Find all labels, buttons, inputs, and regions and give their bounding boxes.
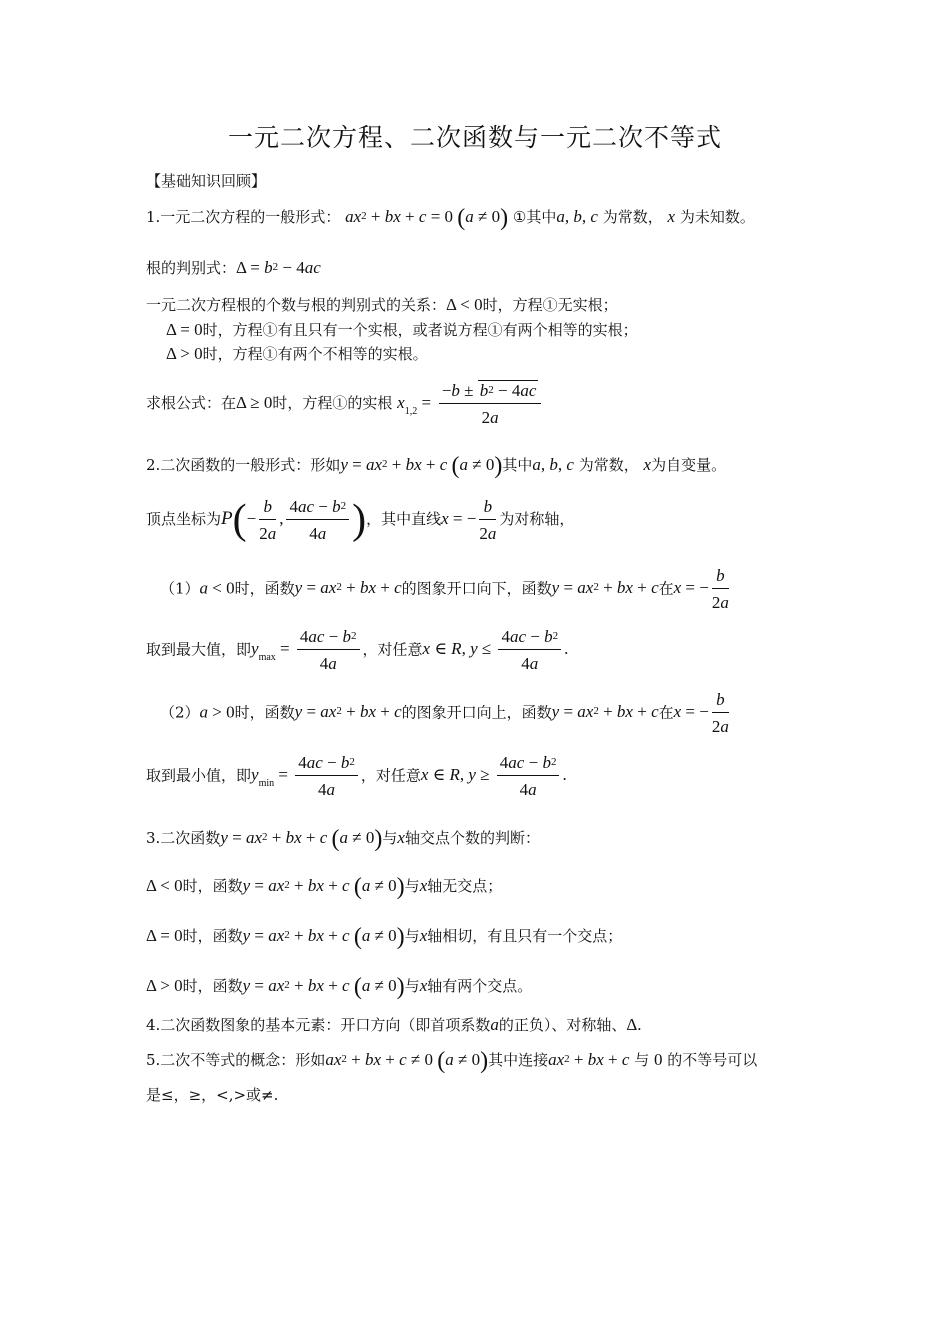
para-5-line-2: 是≤，≥，<,>或≠.	[146, 1086, 279, 1104]
para-2-tail2: 为常数，	[578, 456, 639, 474]
para-5-mid2: 与	[634, 1051, 650, 1069]
vertex-line: 顶点坐标为P(− $\frac{b}{2a}$ , $\frac{4ac - b^2}{4a}$ )，其中直线x = − $\frac{b}{2a}$ 为对称轴，	[146, 496, 575, 543]
min-mid: ，对任意	[360, 766, 421, 785]
relation-c: 时，方程①有两个不相等的实根。	[202, 345, 428, 363]
root-mid: 时，方程①的实根	[272, 394, 393, 412]
case-1-c: 在	[658, 579, 674, 598]
para-2-tail: 其中	[502, 456, 533, 474]
page-title: 一元二次方程、二次函数与一元二次不等式	[227, 123, 722, 152]
para-1-tail3: 为未知数。	[679, 208, 755, 226]
case-2-a: 时，函数	[234, 703, 295, 722]
para-1-tail: ①其中	[512, 208, 557, 226]
max-lead: 取到最大值，即	[146, 640, 252, 659]
para-5-mid: 其中连接	[488, 1051, 549, 1069]
formula-general-equation: $ax^2$ + bx + c = 0 (a ≠ 0)	[345, 205, 509, 231]
case-3a-a: 时，函数	[182, 877, 243, 895]
discriminant-line	[146, 257, 321, 278]
para-3-lead: 3.二次函数	[146, 829, 221, 847]
case-3b-c: 轴相切，有且只有一个交点；	[427, 927, 623, 945]
min-line: 取到最小值，即$y_{min}$ = $\frac{4ac - b^2}{4a}$ ，对任意x ∈ R, y ≥ $\frac{4ac - b^2}{4a}$ .	[146, 753, 567, 799]
disc-lead: 根的判别式：	[146, 259, 237, 277]
case-3c-a: 时，函数	[182, 977, 243, 995]
case-3b-line: Δ = 0时，函数$y = ax^2$ + bx + c (a ≠ 0)与x轴相切，有且只有一个交点；	[146, 924, 623, 950]
vertex-mid: ，其中直线	[366, 509, 442, 528]
case-2-line: （2）a > 0时，函数$y = ax^2$ + bx + c的图象开口向上，函数$y = ax^2$ + bx + c在x = − $\frac{b}{2a}$	[160, 690, 729, 736]
para-2-lead: 2.二次函数的一般形式：形如	[146, 456, 341, 474]
para-2: 2.二次函数的一般形式：形如$y = ax^2$ + bx + c (a ≠ 0)其中a, b, c 为常数， x为自变量。	[146, 453, 727, 479]
formula-root: $\frac{-b \pm b^2 - 4ac}{2a}$	[439, 380, 542, 428]
formula-vertex: P(− $\frac{b}{2a}$ , $\frac{4ac - b^2}{4a}$ )	[221, 496, 367, 543]
para-3: 3.二次函数$y = ax^2$ + bx + c (a ≠ 0)与x轴交点个数的判断：	[146, 826, 540, 852]
case-1-a: 时，函数	[234, 579, 295, 598]
case-2-b: 的图象开口向上，函数	[401, 703, 552, 722]
relation-line: 一元二次方程根的个数与根的判别式的关系：Δ < 0时，方程①无实根；	[146, 295, 618, 314]
case-2-c: 在	[658, 703, 674, 722]
relation-b: 时，方程①有且只有一个实根，或者说方程①有两个相等的实根；	[202, 321, 638, 339]
para-1-lead: 1.一元二次方程的一般形式：	[146, 208, 341, 226]
max-mid: ，对任意	[362, 640, 423, 659]
para-4: 4.二次函数图象的基本元素：开口方向（即首项系数a的正负）、对称轴、Δ.	[146, 1015, 642, 1034]
case-3a-c: 轴无交点；	[427, 877, 503, 895]
para-5-tail: 的不等号可以	[667, 1051, 758, 1069]
para-1: 1.一元二次方程的一般形式： $ax^2$ + bx + c = 0 (a ≠ 0) ①其中a, b, c 为常数， x 为未知数。	[146, 205, 755, 231]
min-lead: 取到最小值，即	[146, 766, 252, 785]
case-3b-a: 时，函数	[182, 927, 243, 945]
case-1-lead: （1）	[160, 579, 200, 598]
para-3-tail: 与	[382, 829, 398, 847]
case-3a-b: 与	[404, 877, 420, 895]
para-2-tail3: 为自变量。	[651, 456, 727, 474]
relation-lead: 一元二次方程根的个数与根的判别式的关系：	[146, 296, 447, 314]
para-3-tail2: 轴交点个数的判断：	[404, 829, 540, 847]
vertex-tail: 为对称轴，	[499, 509, 575, 528]
case-2-lead: （2）	[160, 703, 200, 722]
section-header: 【基础知识回顾】	[146, 172, 267, 190]
case-3a-line: Δ < 0时，函数$y = ax^2$ + bx + c (a ≠ 0)与x轴无交点；	[146, 874, 503, 900]
formula-discriminant: $\Delta = b^2 - 4ac$	[236, 258, 321, 277]
relation-c-line: Δ > 0时，方程①有两个不相等的实根。	[166, 344, 428, 363]
root-formula-line: 求根公式：在Δ ≥ 0时，方程①的实根 $x_{1,2}$ = $\frac{-b \pm b^2 - 4ac}{2a}$	[146, 380, 544, 428]
relation-b-line: Δ = 0时，方程①有且只有一个实根，或者说方程①有两个相等的实根；	[166, 320, 638, 339]
para-5-lead: 5.二次不等式的概念：形如	[146, 1051, 326, 1069]
case-1-b: 的图象开口向下，函数	[401, 579, 552, 598]
para-4-tail: 的正负）、对称轴、	[498, 1016, 627, 1034]
para-5: 5.二次不等式的概念：形如$ax^2$ + bx + c ≠ 0 (a ≠ 0)其中连接$ax^2$ + bx + c 与 0 的不等号可以	[146, 1048, 758, 1074]
case-3c-c: 轴有两个交点。	[427, 977, 533, 995]
para-4-lead: 4.二次函数图象的基本元素：开口方向（即首项系数	[146, 1016, 491, 1034]
max-line: 取到最大值，即$y_{max}$ = $\frac{4ac - b^2}{4a}$ ，对任意x ∈ R, y ≤ $\frac{4ac - b^2}{4a}$ .	[146, 627, 569, 673]
case-3b-b: 与	[404, 927, 420, 945]
case-3c-line: Δ > 0时，函数$y = ax^2$ + bx + c (a ≠ 0)与x轴有两个交点。	[146, 974, 533, 1000]
relation-a: 时，方程①无实根；	[482, 296, 618, 314]
root-lead: 求根公式：在	[146, 394, 237, 412]
vertex-lead: 顶点坐标为	[146, 509, 222, 528]
case-1-line: （1）a < 0时，函数$y = ax^2$ + bx + c的图象开口向下，函数$y = ax^2$ + bx + c在x = − $\frac{b}{2a}$	[160, 566, 729, 612]
case-3c-b: 与	[404, 977, 420, 995]
para-1-tail2: 为常数，	[602, 208, 663, 226]
